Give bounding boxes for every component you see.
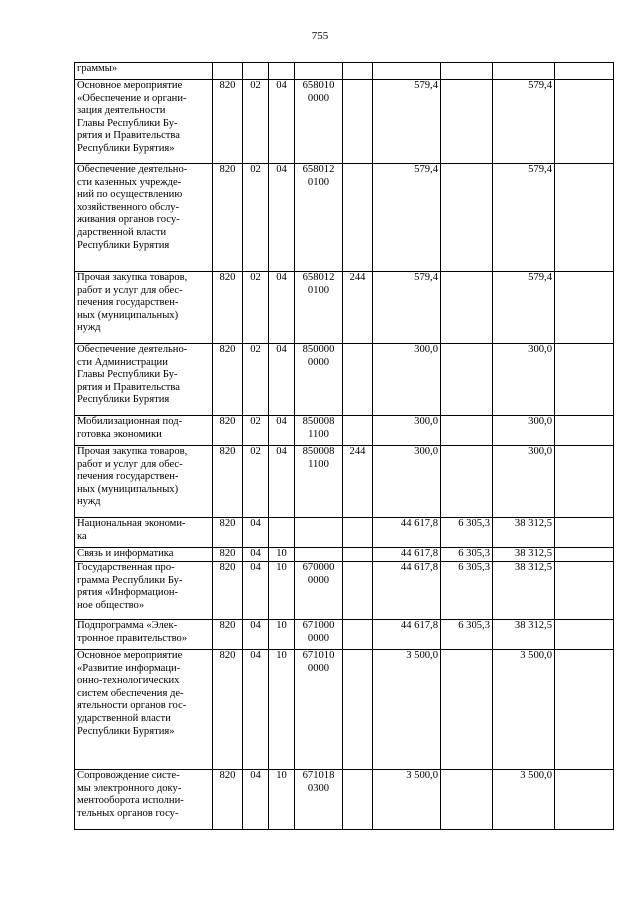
cell-code-expense — [343, 620, 373, 650]
cell-code-target: 671018 0300 — [295, 770, 343, 830]
table-row — [75, 770, 614, 830]
table-row — [75, 416, 614, 446]
cell-code-subsection: 10 — [269, 770, 295, 830]
cell-amount-republic: 579,4 — [493, 164, 555, 272]
cell-code-target — [295, 548, 343, 562]
cell-code-subsection: 04 — [269, 344, 295, 416]
cell-code-subsection: 10 — [269, 562, 295, 620]
cell-code-target: 671000 0000 — [295, 620, 343, 650]
row-name: Обеспечение деятельно- сти казенных учрежде- ний по осуществлению хозяйственного обслу- живания органов госу- дарственной власти Республики Бурятия — [75, 164, 213, 272]
row-name: Государственная про- грамма Республики Бу- рятия «Информацион- ное общество» — [75, 562, 213, 620]
cell-code-subsection: 04 — [269, 80, 295, 164]
cell-code-section: 04 — [243, 770, 269, 830]
cell-amount-federal — [441, 416, 493, 446]
cell-code-ministry: 820 — [213, 650, 243, 770]
row-name: Обеспечение деятельно- сти Администрации Главы Республики Бу- рятия и Правительства Республики Бурятия — [75, 344, 213, 416]
cell-code-subsection: 04 — [269, 272, 295, 344]
cell-extra — [555, 80, 614, 164]
table-row — [75, 620, 614, 650]
cell-code-expense — [343, 416, 373, 446]
cell-amount-total: 300,0 — [373, 344, 441, 416]
cell-code-subsection: 10 — [269, 548, 295, 562]
cell-code-section: 04 — [243, 650, 269, 770]
table-body — [75, 63, 614, 830]
cell-amount-republic: 579,4 — [493, 80, 555, 164]
row-name: Сопровождение систе- мы электронного доку- ментооборота исполни- тельных органов госу- — [75, 770, 213, 830]
cell-code-expense — [343, 344, 373, 416]
table-row — [75, 650, 614, 770]
cell-code-ministry: 820 — [213, 518, 243, 548]
cell-code-section: 04 — [243, 562, 269, 620]
cell-code-target: 658012 0100 — [295, 164, 343, 272]
cell-code-expense — [343, 63, 373, 80]
table-row — [75, 562, 614, 620]
cell-code-target: 670000 0000 — [295, 562, 343, 620]
cell-code-expense — [343, 650, 373, 770]
cell-amount-republic: 38 312,5 — [493, 548, 555, 562]
cell-code-ministry: 820 — [213, 344, 243, 416]
cell-code-ministry: 820 — [213, 416, 243, 446]
row-name: Национальная экономи- ка — [75, 518, 213, 548]
cell-amount-total: 3 500,0 — [373, 770, 441, 830]
cell-code-expense: 244 — [343, 446, 373, 518]
cell-code-ministry: 820 — [213, 620, 243, 650]
cell-amount-total: 579,4 — [373, 272, 441, 344]
row-name: Основное мероприятие «Развитие информаци- онно-технологических систем обеспечения де- ятельности органов гос- ударственной власти Республики Бурятия» — [75, 650, 213, 770]
cell-extra — [555, 650, 614, 770]
table-row — [75, 272, 614, 344]
cell-code-ministry: 820 — [213, 548, 243, 562]
cell-amount-federal — [441, 650, 493, 770]
cell-code-expense — [343, 562, 373, 620]
cell-amount-republic: 38 312,5 — [493, 620, 555, 650]
cell-code-target: 850008 1100 — [295, 446, 343, 518]
cell-code-subsection: 04 — [269, 446, 295, 518]
cell-code-ministry: 820 — [213, 164, 243, 272]
cell-amount-total: 579,4 — [373, 164, 441, 272]
cell-code-expense — [343, 548, 373, 562]
table-row — [75, 80, 614, 164]
cell-amount-total — [373, 63, 441, 80]
cell-code-target: 850000 0000 — [295, 344, 343, 416]
row-name: Основное мероприятие «Обеспечение и органи- зация деятельности Главы Республики Бу- рятия и Правительства Республики Бурятия» — [75, 80, 213, 164]
cell-code-section: 04 — [243, 518, 269, 548]
cell-amount-federal — [441, 63, 493, 80]
row-name: Подпрограмма «Элек- тронное правительство» — [75, 620, 213, 650]
cell-code-section: 02 — [243, 80, 269, 164]
cell-code-target: 671010 0000 — [295, 650, 343, 770]
cell-amount-federal: 6 305,3 — [441, 548, 493, 562]
cell-amount-federal — [441, 164, 493, 272]
cell-code-expense: 244 — [343, 272, 373, 344]
cell-amount-republic: 579,4 — [493, 272, 555, 344]
cell-code-target: 658012 0100 — [295, 272, 343, 344]
cell-amount-total: 44 617,8 — [373, 548, 441, 562]
cell-code-expense — [343, 770, 373, 830]
cell-extra — [555, 562, 614, 620]
row-name: Мобилизационная под- готовка экономики — [75, 416, 213, 446]
cell-amount-total: 300,0 — [373, 416, 441, 446]
cell-extra — [555, 770, 614, 830]
cell-code-subsection — [269, 518, 295, 548]
row-name: Прочая закупка товаров, работ и услуг для обес- печения государствен- ных (муниципальных) нужд — [75, 272, 213, 344]
cell-code-ministry: 820 — [213, 770, 243, 830]
table-row — [75, 548, 614, 562]
cell-amount-federal — [441, 272, 493, 344]
table-row — [75, 446, 614, 518]
cell-code-subsection: 04 — [269, 416, 295, 446]
cell-amount-federal: 6 305,3 — [441, 518, 493, 548]
cell-amount-federal — [441, 344, 493, 416]
cell-code-subsection: 10 — [269, 650, 295, 770]
cell-code-section: 02 — [243, 164, 269, 272]
cell-code-subsection: 10 — [269, 620, 295, 650]
table-row — [75, 164, 614, 272]
cell-amount-federal: 6 305,3 — [441, 562, 493, 620]
cell-code-section: 04 — [243, 548, 269, 562]
cell-code-subsection: 04 — [269, 164, 295, 272]
cell-amount-total: 44 617,8 — [373, 620, 441, 650]
row-name: граммы» — [75, 63, 213, 80]
page-number: 755 — [311, 30, 329, 42]
cell-amount-total: 579,4 — [373, 80, 441, 164]
cell-code-ministry: 820 — [213, 446, 243, 518]
cell-code-ministry: 820 — [213, 272, 243, 344]
cell-code-section: 04 — [243, 620, 269, 650]
cell-amount-republic: 300,0 — [493, 446, 555, 518]
cell-amount-republic: 300,0 — [493, 416, 555, 446]
budget-table — [74, 62, 614, 830]
cell-amount-total: 300,0 — [373, 446, 441, 518]
cell-code-target: 850008 1100 — [295, 416, 343, 446]
cell-amount-republic: 3 500,0 — [493, 770, 555, 830]
cell-extra — [555, 620, 614, 650]
cell-code-section: 02 — [243, 416, 269, 446]
cell-amount-republic — [493, 63, 555, 80]
row-name: Связь и информатика — [75, 548, 213, 562]
table-row — [75, 63, 614, 80]
cell-extra — [555, 63, 614, 80]
cell-code-ministry: 820 — [213, 80, 243, 164]
cell-amount-federal — [441, 80, 493, 164]
cell-amount-federal — [441, 770, 493, 830]
cell-extra — [555, 416, 614, 446]
cell-code-ministry — [213, 63, 243, 80]
cell-extra — [555, 446, 614, 518]
table-row — [75, 344, 614, 416]
cell-amount-republic: 300,0 — [493, 344, 555, 416]
cell-amount-republic: 38 312,5 — [493, 562, 555, 620]
cell-code-target — [295, 63, 343, 80]
cell-extra — [555, 518, 614, 548]
table-row — [75, 518, 614, 548]
cell-extra — [555, 272, 614, 344]
cell-amount-total: 44 617,8 — [373, 562, 441, 620]
cell-code-section — [243, 63, 269, 80]
cell-amount-federal — [441, 446, 493, 518]
cell-code-target: 658010 0000 — [295, 80, 343, 164]
cell-amount-total: 44 617,8 — [373, 518, 441, 548]
cell-code-expense — [343, 518, 373, 548]
cell-code-section: 02 — [243, 446, 269, 518]
cell-amount-federal: 6 305,3 — [441, 620, 493, 650]
cell-code-expense — [343, 80, 373, 164]
cell-code-expense — [343, 164, 373, 272]
cell-extra — [555, 548, 614, 562]
cell-amount-republic: 3 500,0 — [493, 650, 555, 770]
cell-extra — [555, 344, 614, 416]
cell-extra — [555, 164, 614, 272]
cell-code-section: 02 — [243, 344, 269, 416]
cell-code-ministry: 820 — [213, 562, 243, 620]
row-name: Прочая закупка товаров, работ и услуг для обес- печения государствен- ных (муниципальных) нужд — [75, 446, 213, 518]
cell-amount-total: 3 500,0 — [373, 650, 441, 770]
cell-code-subsection — [269, 63, 295, 80]
cell-code-target — [295, 518, 343, 548]
cell-code-section: 02 — [243, 272, 269, 344]
cell-amount-republic: 38 312,5 — [493, 518, 555, 548]
